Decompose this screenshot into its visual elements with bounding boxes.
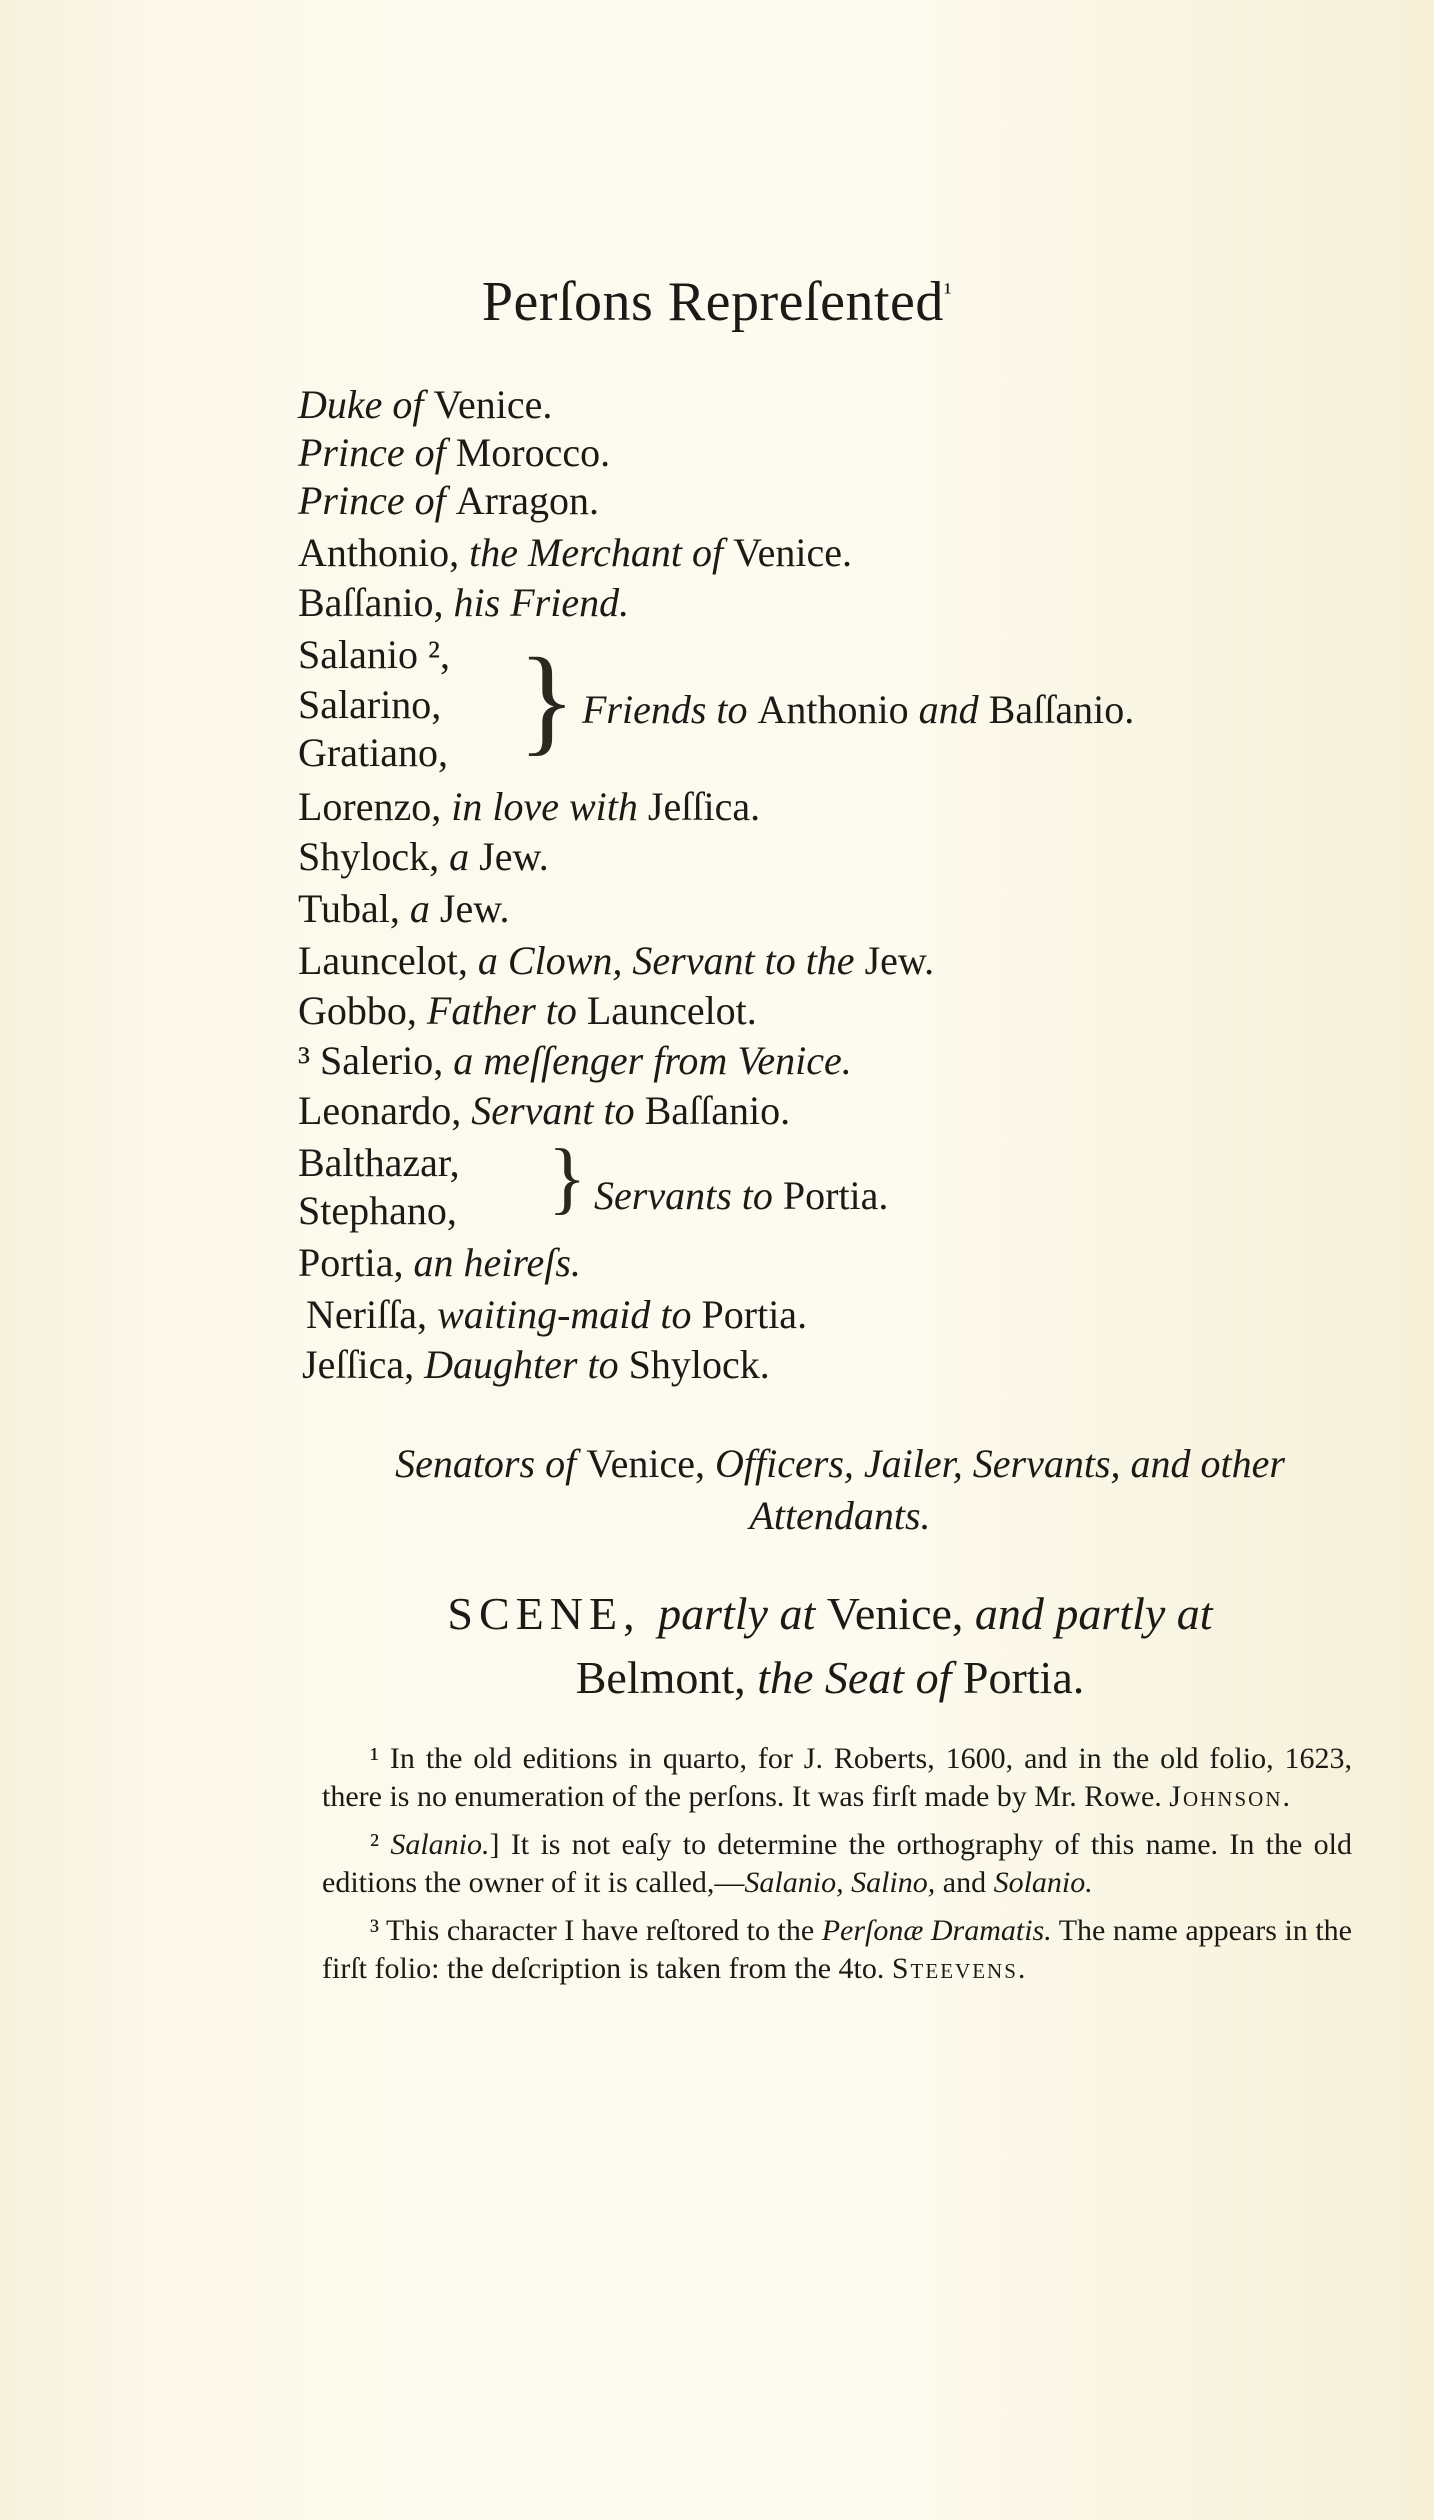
person-entry-text: a — [449, 834, 480, 879]
person-entry — [298, 886, 510, 931]
person-entry-text: Prince of — [298, 478, 456, 523]
person-entry-text: the Merchant of — [469, 530, 734, 575]
person-entry — [298, 784, 761, 829]
footnote-2: ² Salanio.] It is not eaſy to determine the orthography of this name. In the old editions the owner of it is called,—Salanio, Salino, and Solanio. — [322, 1828, 1352, 1899]
person-entry — [298, 1088, 791, 1133]
person-entry — [298, 478, 600, 523]
title-text: Perſons Repreſented — [481, 271, 944, 333]
person-entry-text: ³ Salerio, — [298, 1038, 454, 1083]
person-entry-text: Jeſſica. — [647, 784, 761, 829]
person-entry-text: Venice. — [433, 382, 553, 427]
person-entry — [298, 1140, 460, 1185]
person-entry-text: Gobbo, — [298, 988, 427, 1033]
person-entry-text: Balthazar, — [298, 1140, 460, 1185]
person-entry-text: Portia. — [701, 1292, 808, 1337]
person-entry-text: Neriſſa, — [306, 1292, 438, 1337]
person-entry-text: an heireſs. — [413, 1240, 581, 1285]
person-entry — [306, 1292, 808, 1337]
person-entry-text: Venice. — [733, 530, 852, 575]
person-entry — [298, 988, 757, 1033]
person-entry-text: Salanio ², — [298, 632, 450, 677]
person-entry-text: Jew. — [479, 834, 549, 879]
brace-friends: } — [518, 633, 576, 766]
person-entry-text: of — [392, 382, 434, 427]
person-entry-text: Leonardo, — [298, 1088, 472, 1133]
brace-note-servants: Servants to Portia. — [594, 1173, 889, 1218]
person-entry — [298, 834, 549, 879]
brace-note-friends: Friends to Anthonio and Baſſanio. — [582, 687, 1135, 732]
person-entry-text: Prince of — [298, 430, 456, 475]
person-entry-text: in love with — [451, 784, 648, 829]
person-entry-text: a meſſenger from Venice. — [453, 1038, 852, 1083]
person-entry — [298, 682, 442, 727]
person-entry — [298, 430, 611, 475]
person-entry-text: Arragon. — [455, 478, 600, 523]
person-entry — [298, 580, 630, 625]
person-entry-text: Launcelot, — [298, 938, 478, 983]
person-entry-text: Shylock, — [298, 834, 450, 879]
person-entry-text: a Clown, Servant to the — [477, 938, 865, 983]
person-entry — [298, 632, 450, 677]
person-entry-text: Portia, — [298, 1240, 414, 1285]
person-entry-text: waiting-maid to — [437, 1292, 702, 1337]
person-entry-text: Baſſanio, — [298, 580, 454, 625]
person-entry — [302, 1342, 770, 1387]
person-entry-text: Father to — [426, 988, 587, 1033]
person-entry-text: Baſſanio. — [644, 1088, 791, 1133]
person-entry — [298, 1038, 852, 1083]
footnote-3: ³ This character I have reſtored to the Perſonæ Dramatis. The name appears in the firſt folio: the deſcription is taken from the 4to. Steevens. — [322, 1914, 1352, 1985]
person-entry — [298, 1240, 581, 1285]
person-entry-text: Lorenzo, — [298, 784, 452, 829]
person-entry-text: Stephano, — [298, 1188, 457, 1233]
person-entry-text: Servant to — [471, 1088, 645, 1133]
page-title — [0, 270, 1434, 334]
footnote-marker: ¹ — [943, 277, 953, 307]
person-entry-text: a — [409, 886, 440, 931]
person-entry-text: Anthonio, — [298, 530, 470, 575]
footnotes — [322, 1740, 1352, 1998]
person-entry-text: Morocco. — [455, 430, 611, 475]
person-entry-text: Tubal, — [298, 886, 410, 931]
person-entry-text: Gratiano, — [298, 730, 448, 775]
person-entry-text: his Friend. — [453, 580, 630, 625]
attendants-line: Senators of Venice, Officers, Jailer, Servants, and other Attendants. — [395, 1441, 1285, 1538]
person-entry-text: Duke — [298, 382, 393, 427]
person-entry-text: Daughter to — [424, 1342, 629, 1387]
person-entry — [298, 382, 553, 427]
person-entry — [298, 938, 935, 983]
person-entry-text: Shylock. — [628, 1342, 770, 1387]
person-entry-text: Salarino, — [298, 682, 442, 727]
person-entry-text: Jew. — [439, 886, 510, 931]
footnote-1: ¹ In the old editions in quarto, for J. Roberts, 1600, and in the old folio, 1623, there is no enumeration of the perſons. It was firſt made by Mr. Rowe. Johnson. — [322, 1742, 1352, 1813]
person-entry — [298, 1188, 457, 1233]
brace-servants: } — [548, 1134, 587, 1222]
person-entry-text: Launcelot. — [586, 988, 757, 1033]
person-entry — [298, 530, 852, 575]
person-entry-text: Jeſſica, — [302, 1342, 425, 1387]
person-entry — [298, 730, 448, 775]
person-entry-text: Jew. — [864, 938, 935, 983]
scene-heading: SCENE, partly at Venice, and partly at Belmont, the Seat of Portia. — [447, 1588, 1213, 1703]
